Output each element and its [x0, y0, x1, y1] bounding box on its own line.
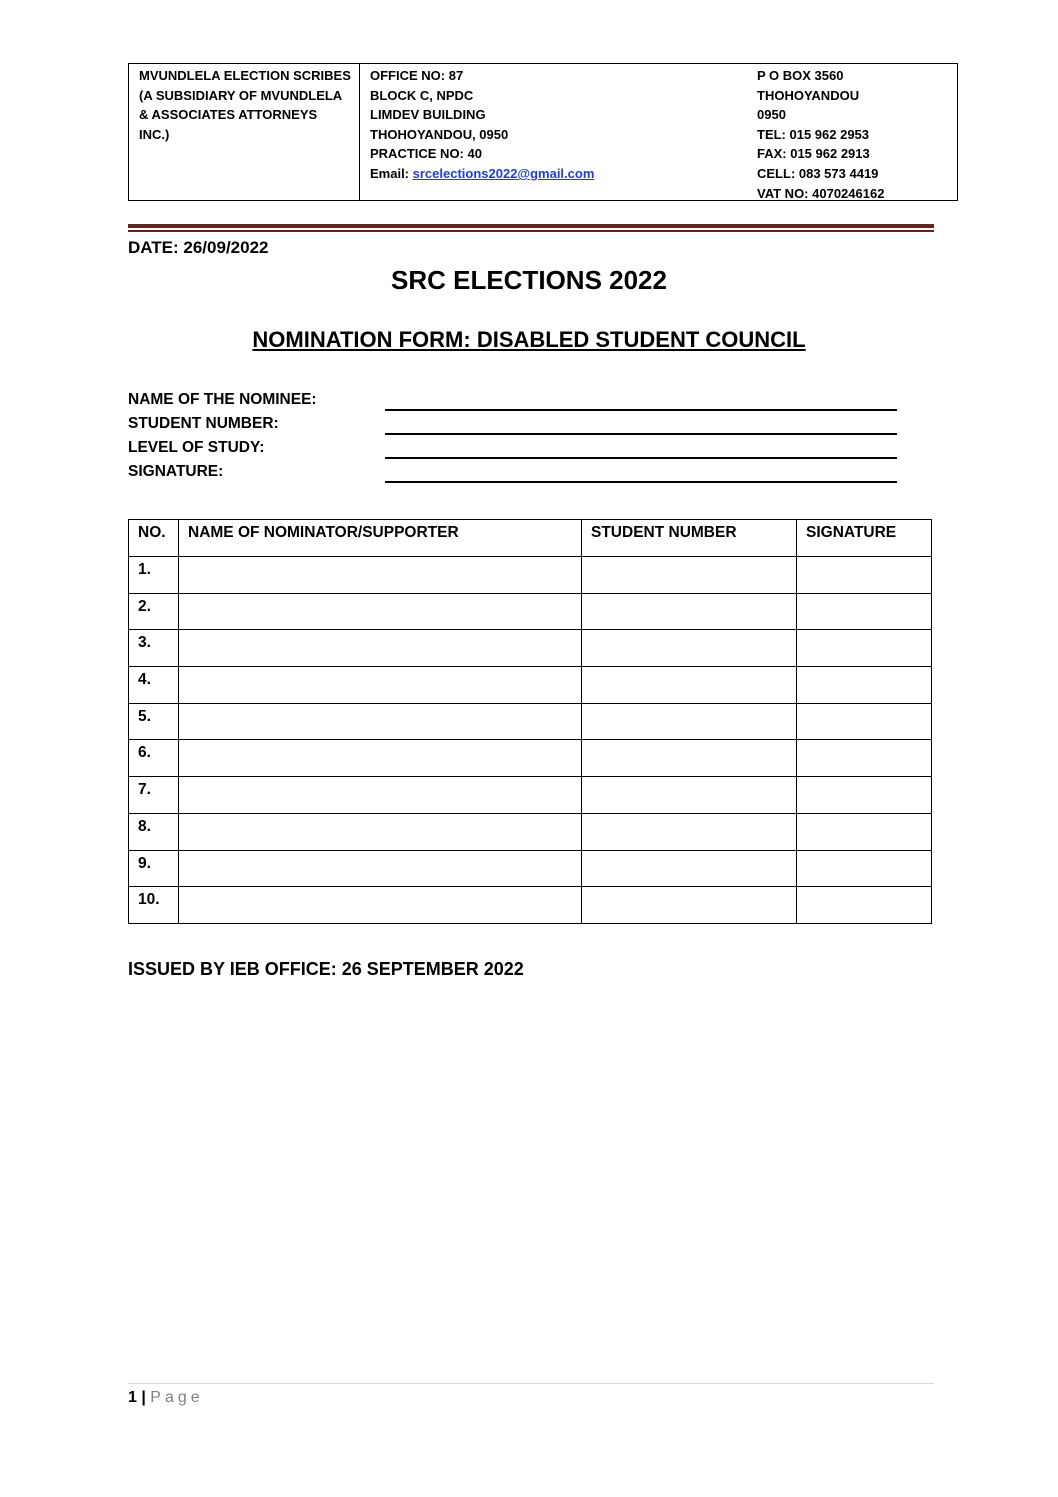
student-number-cell[interactable]: [582, 777, 797, 814]
table-row: [129, 777, 932, 814]
nominator-name-cell[interactable]: [179, 593, 582, 630]
student-number-cell[interactable]: [582, 813, 797, 850]
row-number: 8.: [129, 813, 179, 850]
student-number-cell[interactable]: [582, 850, 797, 887]
student-number-cell[interactable]: [582, 593, 797, 630]
student-number-cell[interactable]: [582, 887, 797, 924]
signature-cell[interactable]: [797, 667, 932, 704]
header-divider-thin: [128, 230, 934, 232]
page-word: Page: [150, 1389, 204, 1406]
form-subtitle: NOMINATION FORM: DISABLED STUDENT COUNCIL: [252, 327, 806, 352]
email-link[interactable]: srcelections2022@gmail.com: [412, 165, 595, 181]
letterhead: [128, 63, 958, 201]
contact-line: CELL: 083 573 4419: [757, 165, 879, 181]
nominee-name-label: NAME OF THE NOMINEE:: [128, 391, 317, 408]
nominator-name-cell[interactable]: [179, 667, 582, 704]
email-label: Email:: [370, 165, 413, 181]
level-of-study-label: LEVEL OF STUDY:: [128, 439, 265, 456]
table-row: [129, 630, 932, 667]
office-line: PRACTICE NO: 40: [370, 146, 482, 162]
nominator-name-cell[interactable]: [179, 777, 582, 814]
nominator-name-cell[interactable]: [179, 813, 582, 850]
student-number-line[interactable]: [385, 433, 897, 435]
row-number: 6.: [129, 740, 179, 777]
header-signature: SIGNATURE: [797, 520, 932, 557]
header-nominator-name: NAME OF NOMINATOR/SUPPORTER: [179, 520, 582, 557]
student-number-label: STUDENT NUMBER:: [128, 415, 279, 432]
table-row: [129, 593, 932, 630]
level-of-study-row: [128, 439, 898, 463]
table-header-row: [129, 520, 932, 557]
company-line: & ASSOCIATES ATTORNEYS: [139, 107, 318, 123]
nominee-name-line[interactable]: [385, 409, 897, 411]
row-number: 3.: [129, 630, 179, 667]
signature-cell[interactable]: [797, 630, 932, 667]
nominator-name-cell[interactable]: [179, 703, 582, 740]
contact-line: FAX: 015 962 2913: [757, 146, 870, 162]
issued-statement: ISSUED BY IEB OFFICE: 26 SEPTEMBER 2022: [128, 959, 524, 979]
signature-cell[interactable]: [797, 740, 932, 777]
row-number: 5.: [129, 703, 179, 740]
student-number-cell[interactable]: [582, 703, 797, 740]
header-no: NO.: [129, 520, 179, 557]
row-number: 1.: [129, 557, 179, 594]
table-row: [129, 813, 932, 850]
table-row: [129, 850, 932, 887]
contact-line: TEL: 015 962 2953: [757, 126, 870, 142]
office-line: OFFICE NO: 87: [370, 68, 464, 83]
table-row: [129, 703, 932, 740]
row-number: 7.: [129, 777, 179, 814]
signature-cell[interactable]: [797, 850, 932, 887]
nominee-name-row: [128, 391, 898, 415]
nominator-name-cell[interactable]: [179, 850, 582, 887]
office-line: LIMDEV BUILDING: [370, 107, 486, 123]
signature-cell[interactable]: [797, 813, 932, 850]
document-date: DATE: 26/09/2022: [128, 238, 269, 257]
page-footer: [128, 1389, 204, 1407]
signature-row: [128, 463, 898, 487]
table-row: [129, 740, 932, 777]
row-number: 4.: [129, 667, 179, 704]
nominee-fields: [128, 391, 898, 487]
signature-cell[interactable]: [797, 593, 932, 630]
contact-line: THOHOYANDOU: [757, 87, 860, 103]
header-divider-thick: [128, 224, 934, 228]
email-line: [370, 164, 737, 184]
contact-line: VAT NO: 4070246162: [757, 185, 885, 201]
signature-cell[interactable]: [797, 557, 932, 594]
nominator-name-cell[interactable]: [179, 887, 582, 924]
nominator-name-cell[interactable]: [179, 557, 582, 594]
letterhead-company: [129, 64, 360, 200]
header-student-number: STUDENT NUMBER: [582, 520, 797, 557]
nominators-table: [128, 519, 932, 924]
contact-line: 0950: [757, 107, 786, 123]
company-line: INC.): [139, 126, 170, 142]
row-number: 2.: [129, 593, 179, 630]
office-line: THOHOYANDOU, 0950: [370, 126, 509, 142]
student-number-cell[interactable]: [582, 740, 797, 777]
table-row: [129, 557, 932, 594]
company-line: MVUNDLELA ELECTION SCRIBES: [139, 68, 351, 83]
table-row: [129, 667, 932, 704]
signature-cell[interactable]: [797, 703, 932, 740]
student-number-cell[interactable]: [582, 557, 797, 594]
student-number-cell[interactable]: [582, 630, 797, 667]
footer-separator: |: [136, 1389, 151, 1406]
letterhead-contact: [747, 64, 957, 200]
page-title: SRC ELECTIONS 2022: [391, 265, 667, 295]
signature-cell[interactable]: [797, 887, 932, 924]
table-row: [129, 887, 932, 924]
nominator-name-cell[interactable]: [179, 630, 582, 667]
page-number: 1: [128, 1389, 137, 1406]
level-of-study-line[interactable]: [385, 457, 897, 459]
signature-cell[interactable]: [797, 777, 932, 814]
signature-label: SIGNATURE:: [128, 463, 224, 480]
contact-line: P O BOX 3560: [757, 68, 844, 83]
letterhead-office: [360, 64, 747, 200]
signature-line[interactable]: [385, 481, 897, 483]
company-line: (A SUBSIDIARY OF MVUNDLELA: [139, 87, 343, 103]
student-number-row: [128, 415, 898, 439]
student-number-cell[interactable]: [582, 667, 797, 704]
row-number: 10.: [129, 887, 179, 924]
office-line: BLOCK C, NPDC: [370, 87, 474, 103]
row-number: 9.: [129, 850, 179, 887]
footer-divider: [128, 1383, 934, 1384]
nominator-name-cell[interactable]: [179, 740, 582, 777]
